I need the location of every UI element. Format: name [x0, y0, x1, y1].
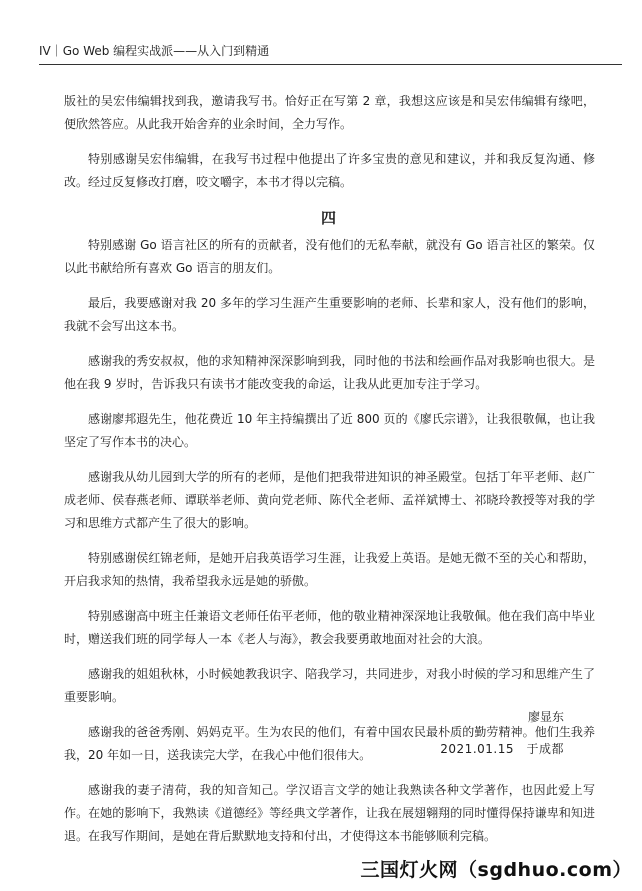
paragraph: 感谢我的姐姐秋林，小时候她教我识字、陪我学习，共同进步，对我小时候的学习和思维产生了重要影响。 — [64, 667, 595, 704]
site-watermark: 三国灯火网（sgdhuo.com） — [360, 859, 632, 881]
paragraph: 感谢我的秀安叔叔，他的求知精神深深影响到我，同时他的书法和绘画作品对我影响也很大。是他在我 9 岁时，告诉我只有读书才能改变我的命运，让我从此更加专注于学习。 — [64, 354, 595, 391]
paragraph: 感谢廖邦遐先生，他花费近 10 年主持编撰出了近 800 页的《廖氏宗谱》，让我很敬佩，也让我坚定了写作本书的决心。 — [64, 412, 595, 449]
paragraph: 感谢我的爸爸秀刚、妈妈克平。生为农民的他们，有着中国农民最朴质的勤劳精神。他们生我养我，20 年如一日，送我读完大学，在我心中他们很伟大。 — [64, 725, 595, 762]
section-title: 四 — [320, 209, 338, 227]
signature-date: 2021.01.15 于成都 — [440, 742, 564, 756]
paragraph: 特别感谢侯红锦老师，是她开启我英语学习生涯，让我爱上英语。是她无微不至的关心和帮助，开启我求知的热情，我希望我永远是她的骄傲。 — [64, 551, 595, 588]
header-divider — [39, 64, 622, 65]
paragraph: 特别感谢 Go 语言社区的所有的贡献者，没有他们的无私奉献，就没有 Go 语言社区的繁荣。仅以此书献给所有喜欢 Go 语言的朋友们。 — [64, 238, 595, 275]
paragraph: 最后，我要感谢对我 20 多年的学习生涯产生重要影响的老师、长辈和家人，没有他们的影响，我就不会写出这本书。 — [64, 296, 595, 333]
paragraph: 感谢我从幼儿园到大学的所有的老师，是他们把我带进知识的神圣殿堂。包括丁年平老师、赵广成老师、侯春燕老师、谭联举老师、黄向党老师、陈代全老师、孟祥斌博士、祁晓玲教授等对我的学习和思维方式都产生了很大的影响。 — [64, 470, 595, 530]
author-signature: 廖显东 — [527, 710, 564, 724]
paragraph: 感谢我的妻子清荷，我的知音知己。学汉语言文学的她让我熟读各种文学著作，也因此爱上写作。在她的影响下，我熟读《道德经》等经典文学著作，让我在展翅翱翔的同时懂得保持谦卑和知进退。在我写作期间，是她在背后默默地支持和付出，才使得这本书能够顺利完稿。 — [64, 783, 595, 843]
paragraph: 特别感谢高中班主任兼语文老师任佑平老师，他的敬业精神深深地让我敬佩。他在我们高中毕业时，赠送我们班的同学每人一本《老人与海》，教会我要勇敢地面对社会的大浪。 — [64, 609, 595, 646]
paragraph: 版社的吴宏伟编辑找到我，邀请我写书。恰好正在写第 2 章，我想这应该是和吴宏伟编辑有缘吧，便欣然答应。从此我开始舍弃的业余时间，全力写作。 — [64, 94, 595, 131]
paragraph: 特别感谢吴宏伟编辑，在我写书过程中他提出了许多宝贵的意见和建议，并和我反复沟通、修改。经过反复修改打磨，咬文嚼字，本书才得以完稿。 — [64, 152, 595, 189]
running-header: IV｜Go Web 编程实战派——从入门到精通 — [39, 44, 270, 58]
